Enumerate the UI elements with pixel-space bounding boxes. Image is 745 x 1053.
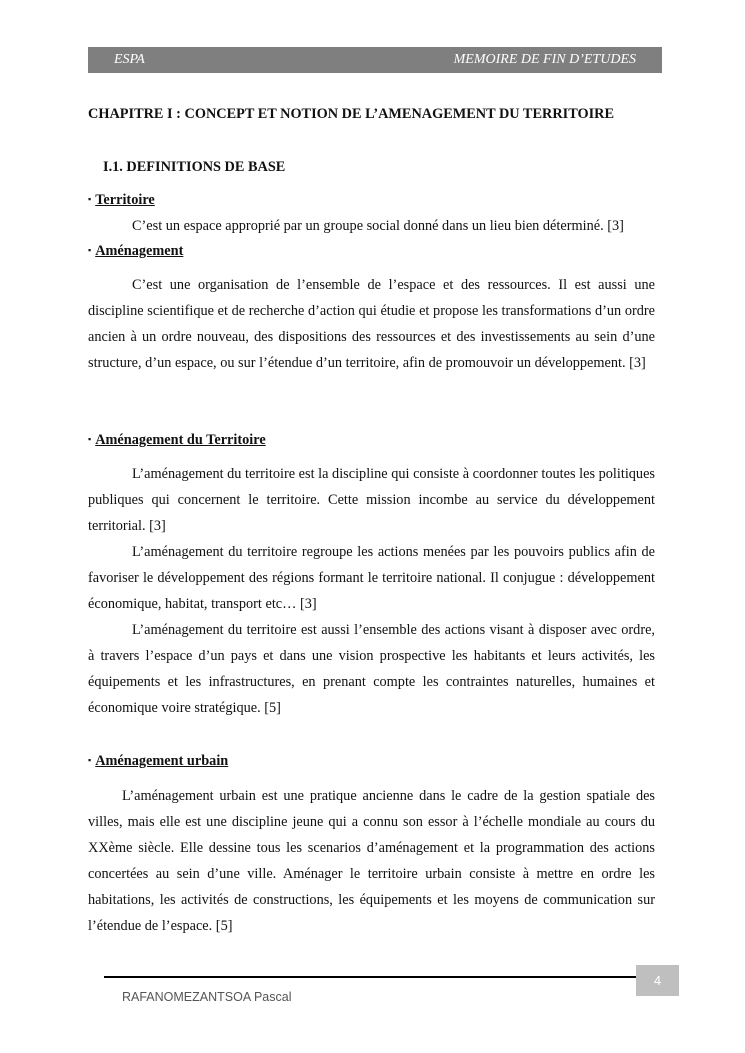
paragraph: L’aménagement urbain est une pratique ancienne dans le cadre de la gestion spatiale des villes, mais elle est une discipline jeune qui a connu son essor à l’échelle mondiale au cours du XXème siècle. Elle dessine tous les scenarios d’aménagement et la programmation des actions concertées au sein d’une ville. Aménager le territoire urbain consiste à mettre en ordre les habitations, les activités de constructions, les équipements et les moyens de communication sur l’étendue de l’espace. [5]: [88, 788, 655, 934]
header-institution: ESPA: [114, 52, 145, 67]
term-label: Aménagement urbain: [95, 753, 229, 769]
term-heading-territoire: [88, 192, 155, 209]
bullet-icon: ▪: [88, 194, 92, 204]
paragraph: L’aménagement du territoire est aussi l’ensemble des actions visant à disposer avec ordre, à travers l’espace d’un pays et dans une vision prospective les habitants et leurs activités, les équipements et les infrastructures, en prenant compte les contraintes naturelles, humaines et économique voire stratégique. [5]: [88, 622, 655, 716]
paragraph: C’est un espace approprié par un groupe social donné dans un lieu bien déterminé. [3]: [132, 218, 624, 234]
header-document-type: MEMOIRE DE FIN D’ETUDES: [453, 52, 636, 67]
bullet-icon: ▪: [88, 755, 92, 765]
term-label: Aménagement: [95, 243, 184, 259]
page-header: [88, 47, 662, 73]
term-heading-amenagement-urbain: [88, 753, 228, 770]
term-label: Territoire: [95, 192, 155, 208]
paragraph: L’aménagement du territoire est la discipline qui consiste à coordonner toutes les politiques publiques qui concernent le territoire. Cette mission incombe au service du développement territorial. [3]: [88, 466, 655, 534]
section-title: I.1. DEFINITIONS DE BASE: [103, 159, 286, 175]
paragraph: L’aménagement du territoire regroupe les actions menées par les pouvoirs publics afin de favoriser le développement des régions formant le territoire national. Il conjugue : développement économique, habitat, transport etc… [3]: [88, 544, 655, 612]
paragraph: C’est une organisation de l’ensemble de l’espace et des ressources. Il est aussi une discipline scientifique et de recherche d’action qui étudie et propose les transformations d’un ordre ancien à un ordre nouveau, des dispositions des ressources et des investissements au sein d’une structure, d’un espace, ou sur l’étendue d’un territoire, afin de promouvoir un développement. [3]: [88, 277, 655, 371]
footer-divider: [104, 976, 636, 978]
footer-author: RAFANOMEZANTSOA Pascal: [122, 990, 292, 1004]
page-number: 4: [636, 965, 679, 996]
term-label: Aménagement du Territoire: [95, 432, 266, 448]
term-heading-amenagement: [88, 243, 183, 260]
chapter-title: CHAPITRE I : CONCEPT ET NOTION DE L’AMENAGEMENT DU TERRITOIRE: [88, 106, 615, 122]
bullet-icon: ▪: [88, 434, 92, 444]
term-heading-amenagement-du-territoire: [88, 432, 266, 449]
bullet-icon: ▪: [88, 245, 92, 255]
